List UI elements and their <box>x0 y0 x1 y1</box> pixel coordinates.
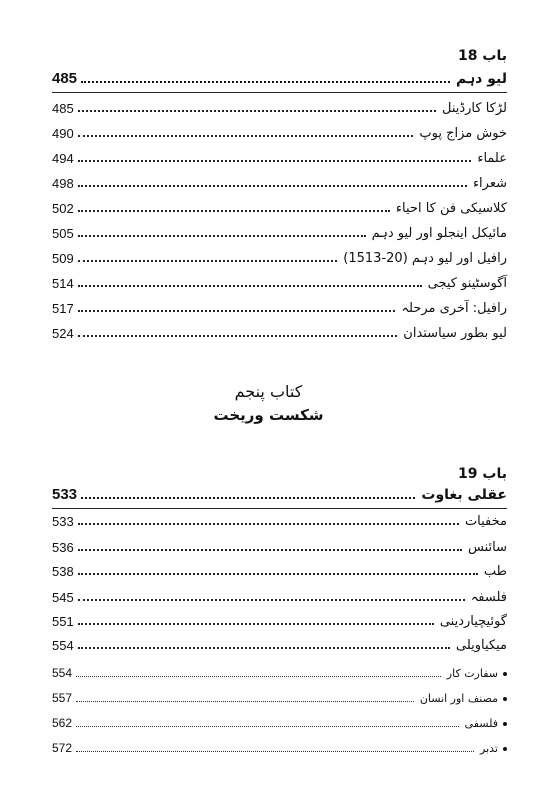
toc-page-num: 509 <box>52 251 74 266</box>
toc-subtitle-text: مصنف اور انسان <box>419 692 498 705</box>
heading-page: 533 <box>52 486 78 503</box>
toc-page-num: 557 <box>52 691 73 705</box>
toc-page-num: 485 <box>52 101 74 116</box>
toc-row <box>52 638 507 653</box>
toc-row <box>52 151 507 166</box>
chapter-heading <box>52 486 507 503</box>
toc-title: آگوسٹینو کیجی <box>427 276 507 291</box>
toc-subtitle <box>441 667 507 680</box>
toc-subrow <box>52 691 507 705</box>
toc-row <box>52 514 507 529</box>
toc-title: علماء <box>477 151 507 166</box>
toc-row <box>52 590 507 605</box>
leader-dots <box>78 310 396 312</box>
bullet-icon <box>503 697 507 701</box>
toc-page-num: 538 <box>52 564 74 579</box>
bullet-icon <box>503 747 507 751</box>
leader-dots <box>78 523 459 525</box>
toc-page-num: 533 <box>52 514 74 529</box>
toc-page-num: 502 <box>52 201 74 216</box>
toc-row <box>52 540 507 555</box>
heading-rule <box>52 92 507 93</box>
heading-title: عقلی بغاوت <box>421 487 507 503</box>
toc-title: سائنس <box>468 540 507 555</box>
toc-title: کلاسیکی فن کا احیاء <box>395 201 507 216</box>
toc-title: رافیل: آخری مرحلہ <box>401 301 507 316</box>
toc-subtitle-text: فلسفی <box>464 717 498 730</box>
toc-page-num: 498 <box>52 176 74 191</box>
toc-row <box>52 614 507 629</box>
heading-title: لیو دہم <box>456 71 507 87</box>
toc-row <box>52 101 507 116</box>
toc-subrow <box>52 741 507 755</box>
toc-row <box>52 276 507 291</box>
chapter-heading <box>52 70 507 87</box>
toc-subtitle <box>474 742 507 755</box>
toc-title: طب <box>483 564 507 579</box>
leader-dots <box>78 623 434 625</box>
toc-row <box>52 251 507 266</box>
toc-page-num: 524 <box>52 326 74 341</box>
toc-page-num: 490 <box>52 126 74 141</box>
toc-row <box>52 226 507 241</box>
toc-subtitle <box>459 717 507 730</box>
toc-page-num: 514 <box>52 276 74 291</box>
chapter-label: باب 18 <box>458 48 507 64</box>
toc-row <box>52 176 507 191</box>
bullet-icon <box>503 672 507 676</box>
toc-row <box>52 301 507 316</box>
leader-dots <box>78 549 462 551</box>
toc-row <box>52 326 507 341</box>
toc-subrow <box>52 666 507 680</box>
toc-row <box>52 126 507 141</box>
leader-dots <box>78 335 398 337</box>
leader-dots <box>78 260 338 262</box>
leader-dots <box>78 160 472 162</box>
leader-dots <box>78 599 465 601</box>
leader-dots <box>78 647 450 649</box>
toc-row <box>52 201 507 216</box>
toc-page-num: 545 <box>52 590 74 605</box>
leader-dots <box>76 726 459 727</box>
leader-dots <box>78 110 436 112</box>
leader-dots <box>81 81 450 83</box>
toc-title: گوئیچیاردینی <box>439 614 507 629</box>
chapter-label: باب 19 <box>458 466 507 482</box>
toc-title: لڑکا کارڈینل <box>441 101 507 116</box>
leader-dots <box>76 751 474 752</box>
leader-dots <box>78 573 478 575</box>
leader-dots <box>78 210 390 212</box>
toc-page-num: 551 <box>52 614 74 629</box>
toc-page-num: 505 <box>52 226 74 241</box>
leader-dots <box>78 185 467 187</box>
toc-subtitle-text: سفارت کار <box>446 667 498 680</box>
toc-page-num: 536 <box>52 540 74 555</box>
heading-rule <box>52 508 507 509</box>
heading-page: 485 <box>52 70 78 87</box>
toc-subtitle <box>414 692 507 705</box>
toc-page-num: 494 <box>52 151 74 166</box>
toc-title: لیو بطور سیاستدان <box>403 326 507 341</box>
toc-page-num: 554 <box>52 638 74 653</box>
toc-title: خوش مزاج پوپ <box>419 126 507 141</box>
toc-title: فلسفہ <box>470 590 507 605</box>
leader-dots <box>76 676 441 677</box>
toc-page-num: 517 <box>52 301 74 316</box>
toc-title: رافیل اور لیو دہم (20-1513) <box>343 251 507 266</box>
toc-title: شعراء <box>472 176 507 191</box>
toc-page-num: 572 <box>52 741 73 755</box>
toc-page-num: 562 <box>52 716 73 730</box>
toc-title: مائیکل اینجلو اور لیو دہم <box>371 226 507 241</box>
toc-subrow <box>52 716 507 730</box>
toc-row <box>52 564 507 579</box>
toc-subtitle-text: تدبر <box>480 742 498 755</box>
leader-dots <box>78 285 422 287</box>
toc-title: میکیاویلی <box>456 638 507 653</box>
leader-dots <box>76 701 414 702</box>
book-title: کتاب پنجم <box>234 382 303 401</box>
book-subtitle: شکست وریخت <box>213 406 324 424</box>
toc-page-num: 554 <box>52 666 73 680</box>
leader-dots <box>81 497 415 499</box>
leader-dots <box>78 235 366 237</box>
leader-dots <box>78 135 414 137</box>
toc-title: مخفیات <box>464 514 507 529</box>
bullet-icon <box>503 722 507 726</box>
